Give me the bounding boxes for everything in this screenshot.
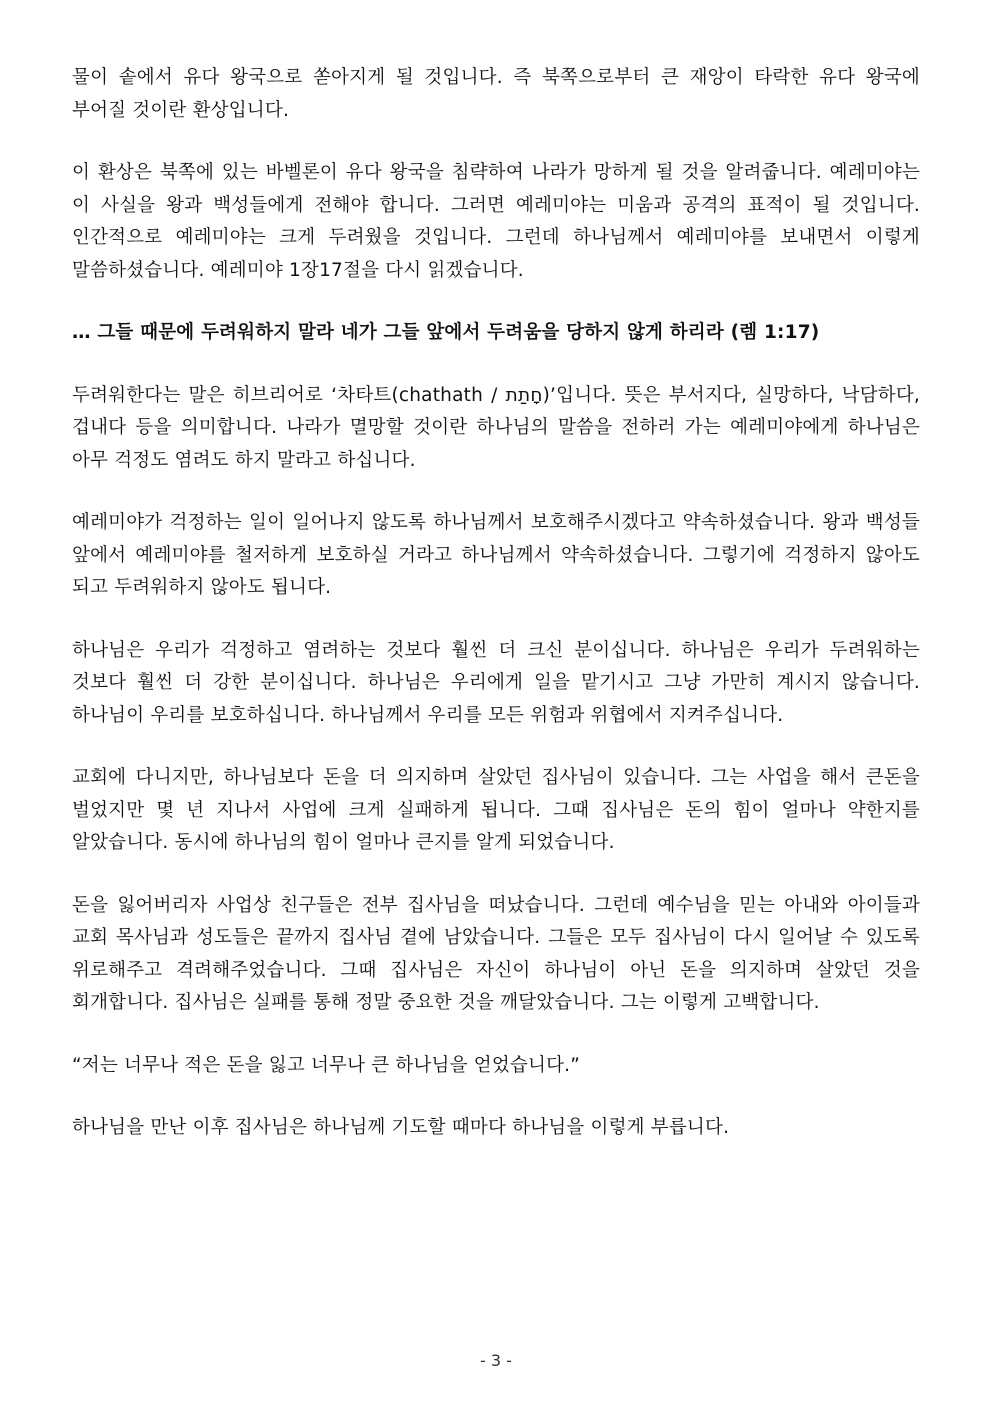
paragraph-promise: 예레미야가 걱정하는 일이 일어나지 않도록 하나님께서 보호해주시겠다고 약속하셨습니다. 왕과 백성들 앞에서 예레미야를 철저하게 보호하실 거라고 하나님께서 약속하셨습니다. 그렇기에 걱정하지 않아도 되고 두려워하지 않아도 됩니다. (72, 512, 920, 598)
document-body (72, 62, 920, 1175)
paragraph-hebrew-word: 두려워한다는 말은 히브리어로 ‘차타트(chathath / חָתַת)’입니다. 뜻은 부서지다, 실망하다, 낙담하다, 겁내다 등을 의미합니다. 나라가 멸망할 것이란 하나님의 말씀을 전하러 가는 예레미야에게 하나님은 아무 걱정도 염려도 하지 말라고 하십니다. (72, 384, 920, 471)
paragraph-deacon-story: 교회에 다니지만, 하나님보다 돈을 더 의지하며 살았던 집사님이 있습니다. 그는 사업을 해서 큰돈을 벌었지만 몇 년 지나서 사업에 크게 실패하게 됩니다. 그때 집사님은 돈의 힘이 얼마나 약한지를 알았습니다. 동시에 하나님의 힘이 얼마나 큰지를 알게 되었습니다. (72, 767, 920, 853)
paragraph-quote: “저는 너무나 적은 돈을 잃고 너무나 큰 하나님을 얻었습니다.” (72, 1054, 581, 1076)
paragraph-vision-meaning: 이 환상은 북쪽에 있는 바벨론이 유다 왕국을 침략하여 나라가 망하게 될 것을 알려줍니다. 예레미야는 이 사실을 왕과 백성들에게 전해야 합니다. 그러면 예레미야는 미움과 공격의 표적이 될 것입니다. 인간적으로 예레미야는 크게 두려웠을 것입니다. 그런데 하나님께서 예레미야를 보내면서 이렇게 말씀하셨습니다. 예레미야 1장17절을 다시 읽겠습니다. (72, 162, 920, 281)
paragraph-god-greater: 하나님은 우리가 걱정하고 염려하는 것보다 훨씬 더 크신 분이십니다. 하나님은 우리가 두려워하는 것보다 훨씬 더 강한 분이십니다. 하나님은 우리에게 일을 맡기시고 그냥 가만히 계시지 않습니다. 하나님이 우리를 보호하십니다. 하나님께서 우리를 모든 위험과 위협에서 지켜주십니다. (72, 639, 920, 726)
paragraph-vision-end: 물이 솥에서 유다 왕국으로 쏟아지게 될 것입니다. 즉 북쪽으로부터 큰 재앙이 타락한 유다 왕국에 부어질 것이란 환상입니다. (72, 67, 920, 121)
page-number: - 3 - (480, 1351, 512, 1370)
scripture-quote: … 그들 때문에 두려워하지 말라 네가 그들 앞에서 두려움을 당하지 않게 하리라 (렘 1:17) (72, 322, 820, 343)
paragraph-prayer: 하나님을 만난 이후 집사님은 하나님께 기도할 때마다 하나님을 이렇게 부릅니다. (72, 1117, 730, 1138)
paragraph-deacon-repent: 돈을 잃어버리자 사업상 친구들은 전부 집사님을 떠났습니다. 그런데 예수님을 믿는 아내와 아이들과 교회 목사님과 성도들은 끝까지 집사님 곁에 남았습니다. 그들은 모두 집사님이 다시 일어날 수 있도록 위로해주고 격려해주었습니다. 그때 집사님은 자신이 하나님이 아닌 돈을 의지하며 살았던 것을 회개합니다. 집사님은 실패를 통해 정말 중요한 것을 깨달았습니다. 그는 이렇게 고백합니다. (72, 894, 920, 1013)
